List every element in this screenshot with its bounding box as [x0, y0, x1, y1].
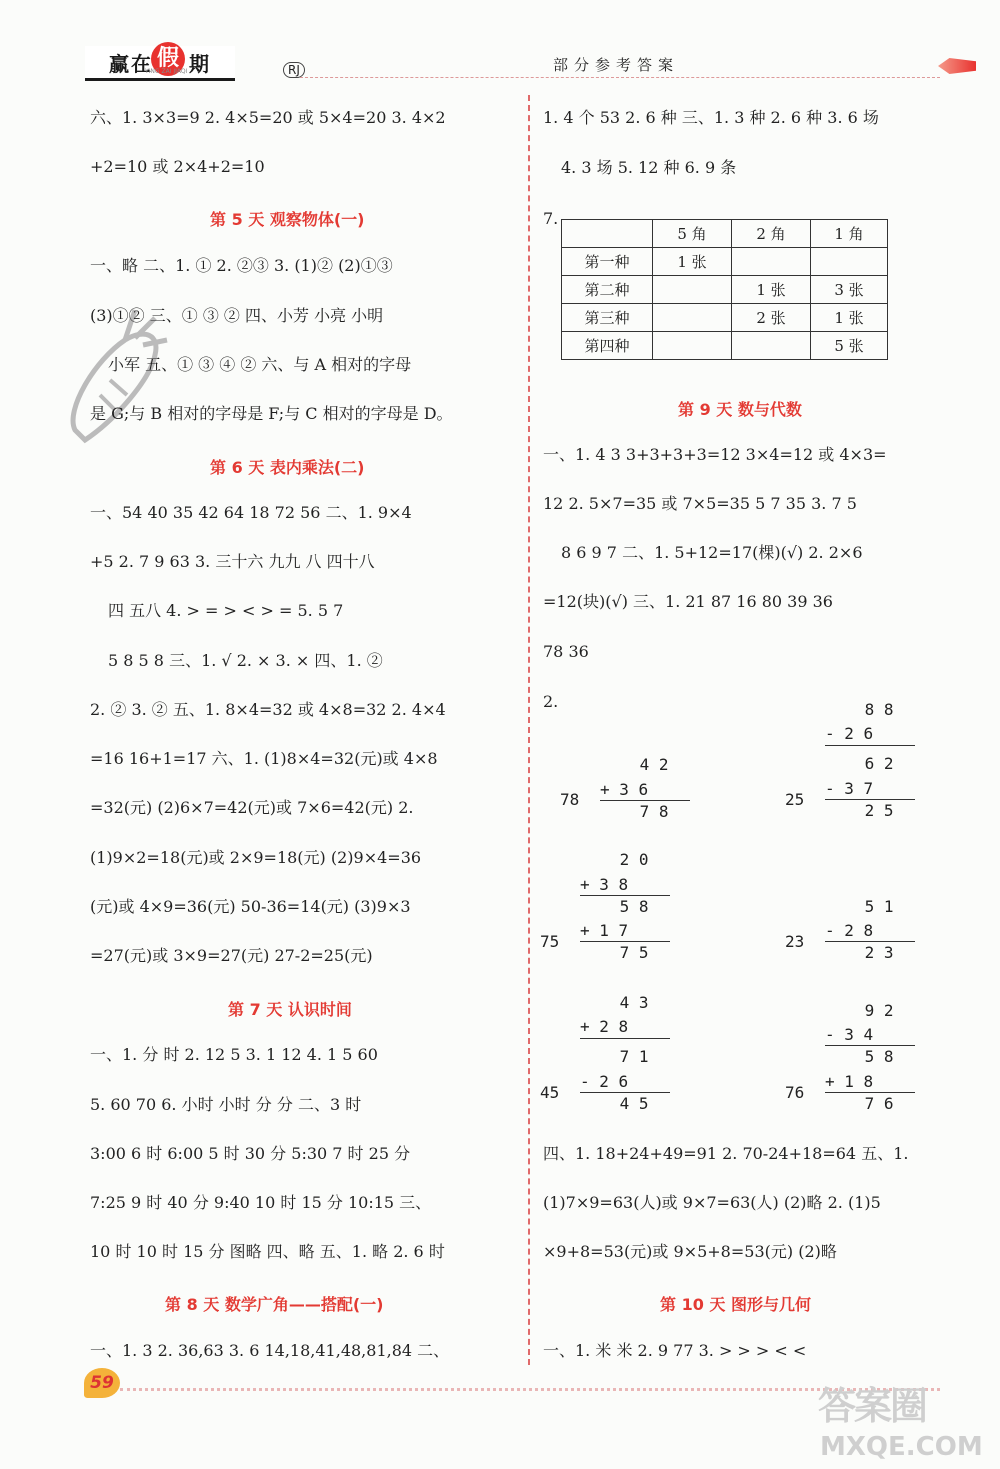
table-row — [562, 276, 888, 304]
calc-result: 25 — [785, 790, 805, 809]
answer-line: (1)7×9=63(人)或 9×7=63(人) (2)略 2. (1)5 — [543, 1193, 881, 1212]
table-cell: 1 角 — [811, 220, 888, 248]
table-cell: 第一种 — [562, 248, 653, 276]
section-title: 第 8 天 数学广角——搭配(一) — [165, 1295, 384, 1314]
calc-bar — [825, 941, 915, 942]
watermark-url: MXQE.COM — [820, 1432, 983, 1462]
table-cell: 5 角 — [653, 220, 732, 248]
answer-line: 四、1. 18+24+49=91 2. 70-24+18=64 五、1. — [543, 1144, 909, 1163]
calc-row: 8 8 — [855, 700, 894, 719]
calc-bar — [825, 1045, 915, 1046]
page-number: 59 — [84, 1368, 120, 1398]
answer-line: 5. 60 70 6. 小时 小时 分 分 二、3 时 — [90, 1095, 362, 1114]
calc-row: 7 8 — [630, 802, 669, 821]
table-cell — [653, 332, 732, 360]
answer-line: 4. 3 场 5. 12 种 6. 9 条 — [561, 158, 737, 177]
calc-bar — [825, 745, 915, 746]
page-title: 部分参考答案 — [553, 56, 680, 74]
footer-divider — [120, 1388, 940, 1391]
table-cell — [653, 276, 732, 304]
answer-line: 3:00 6 时 6:00 5 时 30 分 5:30 7 时 25 分 — [90, 1144, 411, 1163]
calc-row: 7 5 — [610, 943, 649, 962]
calc-result: 78 — [560, 790, 580, 809]
answer-line: 六、1. 3×3=9 2. 4×5=20 或 5×4=20 3. 4×2 — [90, 108, 446, 127]
answer-line: =27(元)或 3×9=27(元) 27-2=25(元) — [90, 946, 373, 965]
question-number: 7. — [543, 209, 559, 228]
answer-line: (元)或 4×9=36(元) 50-36=14(元) (3)9×3 — [90, 897, 411, 916]
column-divider — [528, 95, 530, 1365]
calc-row: 4 3 — [610, 993, 649, 1012]
table-cell: 第三种 — [562, 304, 653, 332]
calc-row: - 3 4 — [825, 1025, 874, 1044]
table-cell: 2 角 — [732, 220, 811, 248]
answer-line: 8 6 9 7 二、1. 5+12=17(棵)(√) 2. 2×6 — [561, 543, 863, 562]
answer-line: ×9+8=53(元)或 9×5+8=53(元) (2)略 — [543, 1242, 837, 1261]
answer-line: 一、54 40 35 42 64 18 72 56 二、1. 9×4 — [90, 503, 412, 522]
table-cell — [562, 220, 653, 248]
calc-row: 4 2 — [630, 755, 669, 774]
calc-row: 2 3 — [855, 943, 894, 962]
calc-row: + 1 8 — [825, 1072, 874, 1091]
logo-char: 期 — [189, 52, 209, 76]
answer-line: =12(块)(√) 三、1. 21 87 16 80 39 36 — [543, 592, 833, 611]
table-cell — [811, 248, 888, 276]
calc-row: 7 6 — [855, 1094, 894, 1113]
answer-line: 四 五八 4. > = > < > = 5. 5 7 — [108, 601, 344, 620]
question-number: 2. — [543, 692, 559, 711]
table-cell — [732, 332, 811, 360]
table-header-row — [562, 220, 888, 248]
table-cell: 1 张 — [811, 304, 888, 332]
answer-line: 一、略 二、1. ① 2. ②③ 3. (1)② (2)①③ — [90, 256, 393, 275]
calc-bar — [580, 1038, 670, 1039]
watermark: 答案圈 — [818, 1384, 927, 1428]
calc-row: + 1 7 — [580, 921, 629, 940]
answer-line: (3)①② 三、① ③ ② 四、小芳 小亮 小明 — [90, 306, 384, 325]
calc-row: + 3 8 — [580, 875, 629, 894]
answer-line: 12 2. 5×7=35 或 7×5=35 5 7 35 3. 7 5 — [543, 494, 857, 513]
calc-row: 7 1 — [610, 1047, 649, 1066]
answer-line: 一、1. 米 米 2. 9 77 3. > > > < < — [543, 1341, 807, 1360]
answer-line: 一、1. 4 3 3+3+3+3=12 3×4=12 或 4×3= — [543, 445, 887, 464]
answer-line: 2. ② 3. ② 五、1. 8×4=32 或 4×8=32 2. 4×4 — [90, 700, 446, 719]
calc-row: + 3 6 — [600, 780, 649, 799]
table-cell: 5 张 — [811, 332, 888, 360]
calc-row: 5 1 — [855, 897, 894, 916]
table-cell: 第二种 — [562, 276, 653, 304]
calc-row: 2 5 — [855, 801, 894, 820]
calc-bar — [825, 799, 915, 800]
answer-line: 一、1. 3 2. 36,63 3. 6 14,18,41,48,81,84 二、 — [90, 1341, 450, 1360]
table-cell: 3 张 — [811, 276, 888, 304]
table-cell — [653, 304, 732, 332]
header-divider — [300, 77, 940, 78]
answer-line: (1)9×2=18(元)或 2×9=18(元) (2)9×4=36 — [90, 848, 422, 867]
calc-row: - 2 6 — [825, 724, 874, 743]
calc-row: - 2 6 — [580, 1072, 629, 1091]
calc-row: 5 8 — [610, 897, 649, 916]
answer-line: =16 16+1=17 六、1. (1)8×4=32(元)或 4×8 — [90, 749, 438, 768]
answer-line: =32(元) (2)6×7=42(元)或 7×6=42(元) 2. — [90, 798, 414, 817]
table-row — [562, 332, 888, 360]
logo-char: 赢 — [109, 52, 129, 76]
calc-row: - 2 8 — [825, 921, 874, 940]
logo-char: 在 — [131, 52, 151, 76]
calc-row: 6 2 — [855, 754, 894, 773]
table-cell: 1 张 — [732, 276, 811, 304]
answer-line: 一、1. 分 时 2. 12 5 3. 1 12 4. 1 5 60 — [90, 1045, 378, 1064]
section-title: 第 10 天 图形与几何 — [660, 1295, 811, 1314]
calc-result: 23 — [785, 932, 805, 951]
table-row — [562, 248, 888, 276]
table-cell: 2 张 — [732, 304, 811, 332]
table-cell: 1 张 — [653, 248, 732, 276]
calc-bar — [825, 1092, 915, 1093]
calc-row: 2 0 — [610, 850, 649, 869]
calc-row: + 2 8 — [580, 1017, 629, 1036]
table-cell — [732, 248, 811, 276]
pencil-icon — [938, 58, 976, 74]
answer-line: 78 36 — [543, 642, 589, 661]
section-title: 第 9 天 数与代数 — [678, 400, 802, 419]
section-title: 第 5 天 观察物体(一) — [210, 210, 365, 229]
combination-table — [561, 219, 888, 360]
answer-line: 5 8 5 8 三、1. √ 2. × 3. × 四、1. ② — [108, 651, 383, 670]
answer-line: 是 G;与 B 相对的字母是 F;与 C 相对的字母是 D。 — [90, 404, 453, 423]
answer-line: 1. 4 个 53 2. 6 种 三、1. 3 种 2. 6 种 3. 6 场 — [543, 108, 879, 127]
table-row — [562, 304, 888, 332]
answer-line: 10 时 10 时 15 分 图略 四、略 五、1. 略 2. 6 时 — [90, 1242, 445, 1261]
calc-row: 5 8 — [855, 1047, 894, 1066]
brand-logo — [85, 46, 235, 81]
edition-badge: RJ — [283, 62, 305, 78]
calc-result: 76 — [785, 1083, 805, 1102]
calc-result: 45 — [540, 1083, 560, 1102]
answer-line: 7:25 9 时 40 分 9:40 10 时 15 分 10:15 三、 — [90, 1193, 432, 1212]
calc-result: 75 — [540, 932, 560, 951]
logo-pinyin: YING ZAI JIAQI — [145, 68, 188, 75]
calc-bar — [600, 800, 690, 801]
answer-line: 小军 五、① ③ ④ ② 六、与 A 相对的字母 — [108, 355, 412, 374]
calc-row: 9 2 — [855, 1001, 894, 1020]
calc-bar — [580, 1092, 670, 1093]
calc-bar — [580, 895, 670, 896]
answer-line: +2=10 或 2×4+2=10 — [90, 157, 265, 176]
calc-row: 4 5 — [610, 1094, 649, 1113]
calc-row: - 3 7 — [825, 779, 874, 798]
calc-bar — [580, 941, 670, 942]
section-title: 第 7 天 认识时间 — [228, 1000, 352, 1019]
logo-highlight: 假 — [151, 42, 185, 76]
answer-line: +5 2. 7 9 63 3. 三十六 九九 八 四十八 — [90, 552, 375, 571]
table-cell: 第四种 — [562, 332, 653, 360]
section-title: 第 6 天 表内乘法(二) — [210, 458, 365, 477]
